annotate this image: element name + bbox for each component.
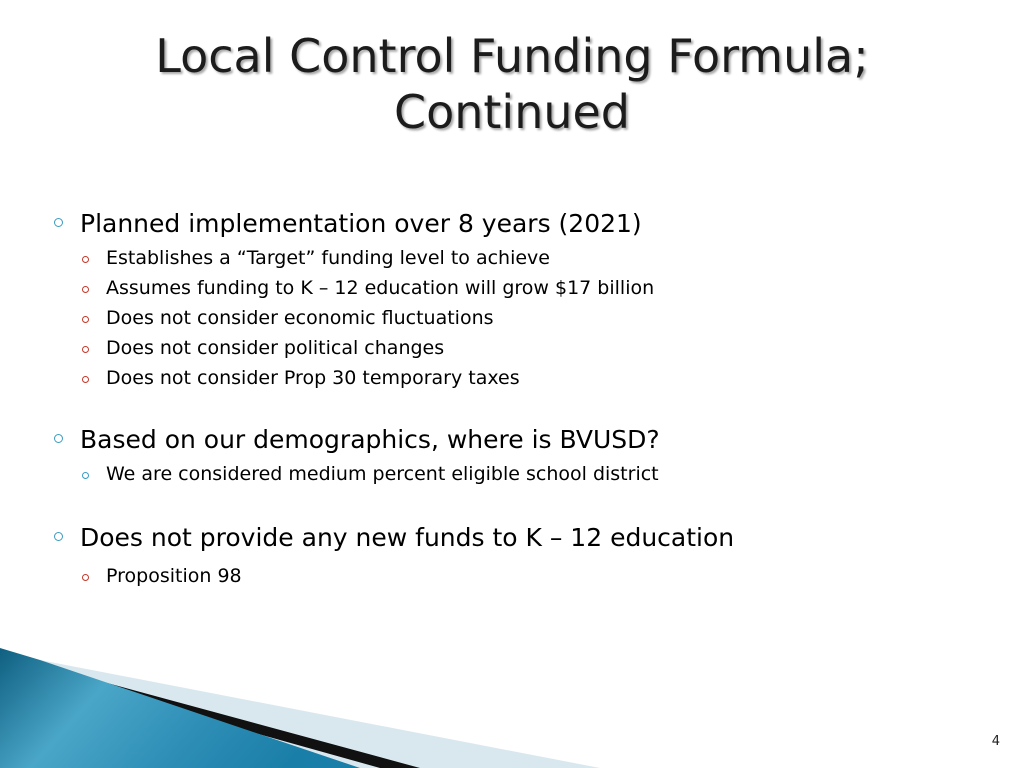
sub-bullet-text: We are considered medium percent eligible school district xyxy=(106,463,659,485)
sub-bullet-text: Does not consider political changes xyxy=(106,337,445,359)
small-circle-bullet-icon xyxy=(82,472,89,479)
teal-band-shape xyxy=(0,648,360,768)
sub-bullet-text: Does not consider economic fluctuations xyxy=(106,307,494,329)
bullet-item xyxy=(54,205,984,243)
footer-swoosh-decoration xyxy=(0,640,1024,768)
spacer xyxy=(54,489,984,519)
bullet-item xyxy=(54,519,984,557)
bullet-text: Planned implementation over 8 years (2021) xyxy=(80,209,642,238)
sub-bullet-item xyxy=(54,363,984,393)
bullet-text: Does not provide any new funds to K – 12 education xyxy=(80,523,735,552)
sub-bullet-item xyxy=(54,459,984,489)
sub-bullet-text: Does not consider Prop 30 temporary taxes xyxy=(106,367,520,389)
slide-number: 4 xyxy=(991,734,1000,749)
sub-bullet-text: Proposition 98 xyxy=(106,565,242,587)
slide-body xyxy=(54,205,984,591)
small-circle-bullet-icon xyxy=(82,574,89,581)
bullet-item xyxy=(54,421,984,459)
sub-bullet-text: Establishes a “Target” funding level to achieve xyxy=(106,247,550,269)
sub-bullet-item xyxy=(54,243,984,273)
sub-bullet-text: Assumes funding to K – 12 education will grow $17 billion xyxy=(106,277,655,299)
circle-bullet-icon xyxy=(54,434,63,443)
sub-bullet-item xyxy=(54,561,984,591)
small-circle-bullet-icon xyxy=(82,286,89,293)
spacer xyxy=(54,393,984,421)
slide-title-line-1: Local Control Funding Formula; xyxy=(155,29,869,83)
circle-bullet-icon xyxy=(54,218,63,227)
slide-title-line-2: Continued xyxy=(393,85,631,139)
circle-bullet-icon xyxy=(54,532,63,541)
small-circle-bullet-icon xyxy=(82,346,89,353)
sub-bullet-item xyxy=(54,273,984,303)
bullet-text: Based on our demographics, where is BVUSD? xyxy=(80,425,660,454)
sub-bullet-item xyxy=(54,333,984,363)
sub-bullet-item xyxy=(54,303,984,333)
small-circle-bullet-icon xyxy=(82,376,89,383)
small-circle-bullet-icon xyxy=(82,256,89,263)
slide-title xyxy=(0,28,1024,140)
small-circle-bullet-icon xyxy=(82,316,89,323)
